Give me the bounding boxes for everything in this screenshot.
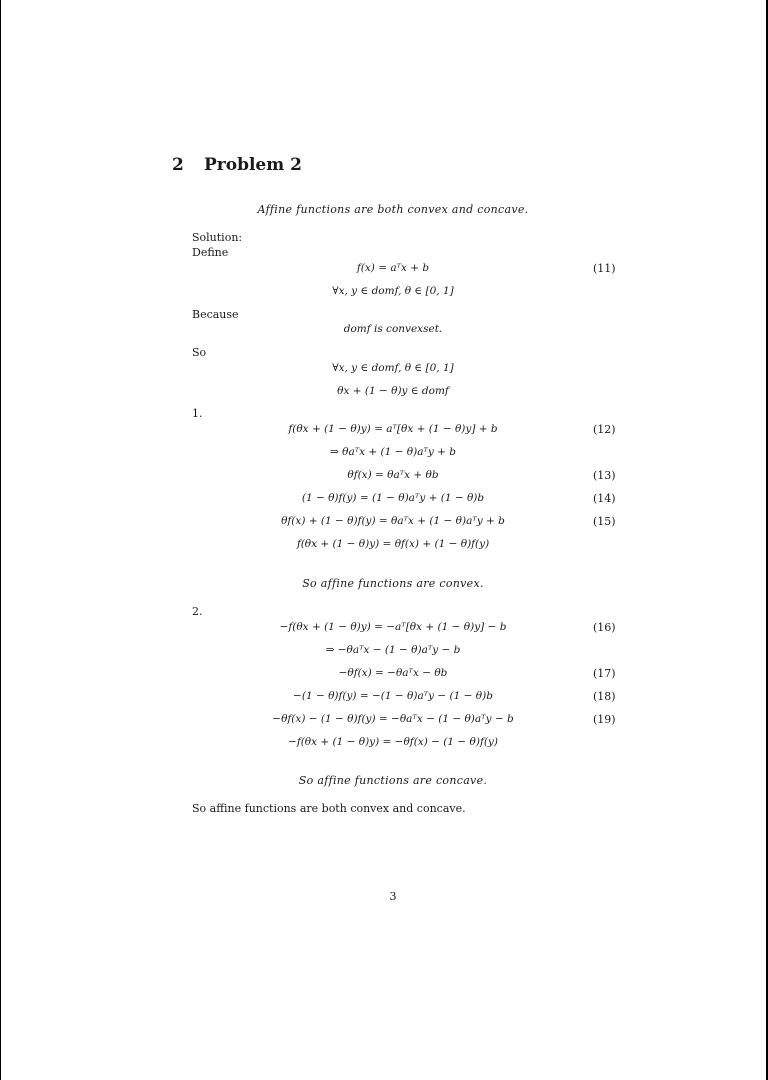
equation-12-number: (12) (593, 423, 616, 436)
equation-16-continuation: ⇒ −θaᵀx − (1 − θ)aᵀy − b (325, 644, 461, 656)
equation-17: −θf(x) = −θaᵀx − θb (338, 667, 448, 679)
convex-conclusion: So affine functions are convex. (302, 577, 484, 590)
section-title: Problem 2 (204, 155, 302, 175)
domain-inclusion: θx + (1 − θ)y ∈ domf (337, 385, 449, 397)
section-heading (172, 155, 302, 175)
equation-12: f(θx + (1 − θ)y) = aᵀ[θx + (1 − θ)y] + b (288, 423, 498, 435)
equation-19-number: (19) (593, 713, 616, 726)
equation-17-number: (17) (593, 667, 616, 680)
solution-label: Solution: (192, 231, 243, 244)
equation-13-number: (13) (593, 469, 616, 482)
equation-15-result: f(θx + (1 − θ)y) = θf(x) + (1 − θ)f(y) (296, 538, 490, 550)
equation-16-number: (16) (593, 621, 616, 634)
because-label: Because (192, 308, 239, 321)
equation-14-number: (14) (593, 492, 616, 505)
equation-19: −θf(x) − (1 − θ)f(y) = −θaᵀx − (1 − θ)aᵀy − b (272, 713, 514, 725)
domf-convex-statement: domf is convexset. (343, 323, 443, 335)
page-number: 3 (389, 890, 397, 903)
equation-11: f(x) = aᵀx + b (356, 262, 430, 274)
final-statement: So affine functions are both convex and concave. (192, 802, 466, 815)
concave-conclusion: So affine functions are concave. (298, 774, 488, 787)
section-number: 2 (172, 155, 184, 175)
equation-15: θf(x) + (1 − θ)f(y) = θaᵀx + (1 − θ)aᵀy + b (281, 515, 505, 527)
equation-11-number: (11) (593, 262, 616, 275)
forall-condition-2: ∀x, y ∈ domf, θ ∈ [0, 1] (332, 362, 454, 374)
part-2-label: 2. (192, 605, 203, 618)
part-1-label: 1. (192, 407, 203, 420)
forall-condition-1: ∀x, y ∈ domf, θ ∈ [0, 1] (332, 285, 454, 297)
problem-statement: Affine functions are both convex and concave. (257, 203, 529, 216)
define-label: Define (192, 246, 229, 259)
equation-19-result: −f(θx + (1 − θ)y) = −θf(x) − (1 − θ)f(y) (288, 736, 498, 748)
equation-16: −f(θx + (1 − θ)y) = −aᵀ[θx + (1 − θ)y] − b (279, 621, 507, 633)
equation-14: (1 − θ)f(y) = (1 − θ)aᵀy + (1 − θ)b (301, 492, 485, 504)
equation-13: θf(x) = θaᵀx + θb (347, 469, 439, 481)
so-label: So (192, 346, 207, 359)
equation-12-continuation: ⇒ θaᵀx + (1 − θ)aᵀy + b (330, 446, 456, 458)
equation-18: −(1 − θ)f(y) = −(1 − θ)aᵀy − (1 − θ)b (293, 690, 493, 702)
equation-15-number: (15) (593, 515, 616, 528)
equation-18-number: (18) (593, 690, 616, 703)
